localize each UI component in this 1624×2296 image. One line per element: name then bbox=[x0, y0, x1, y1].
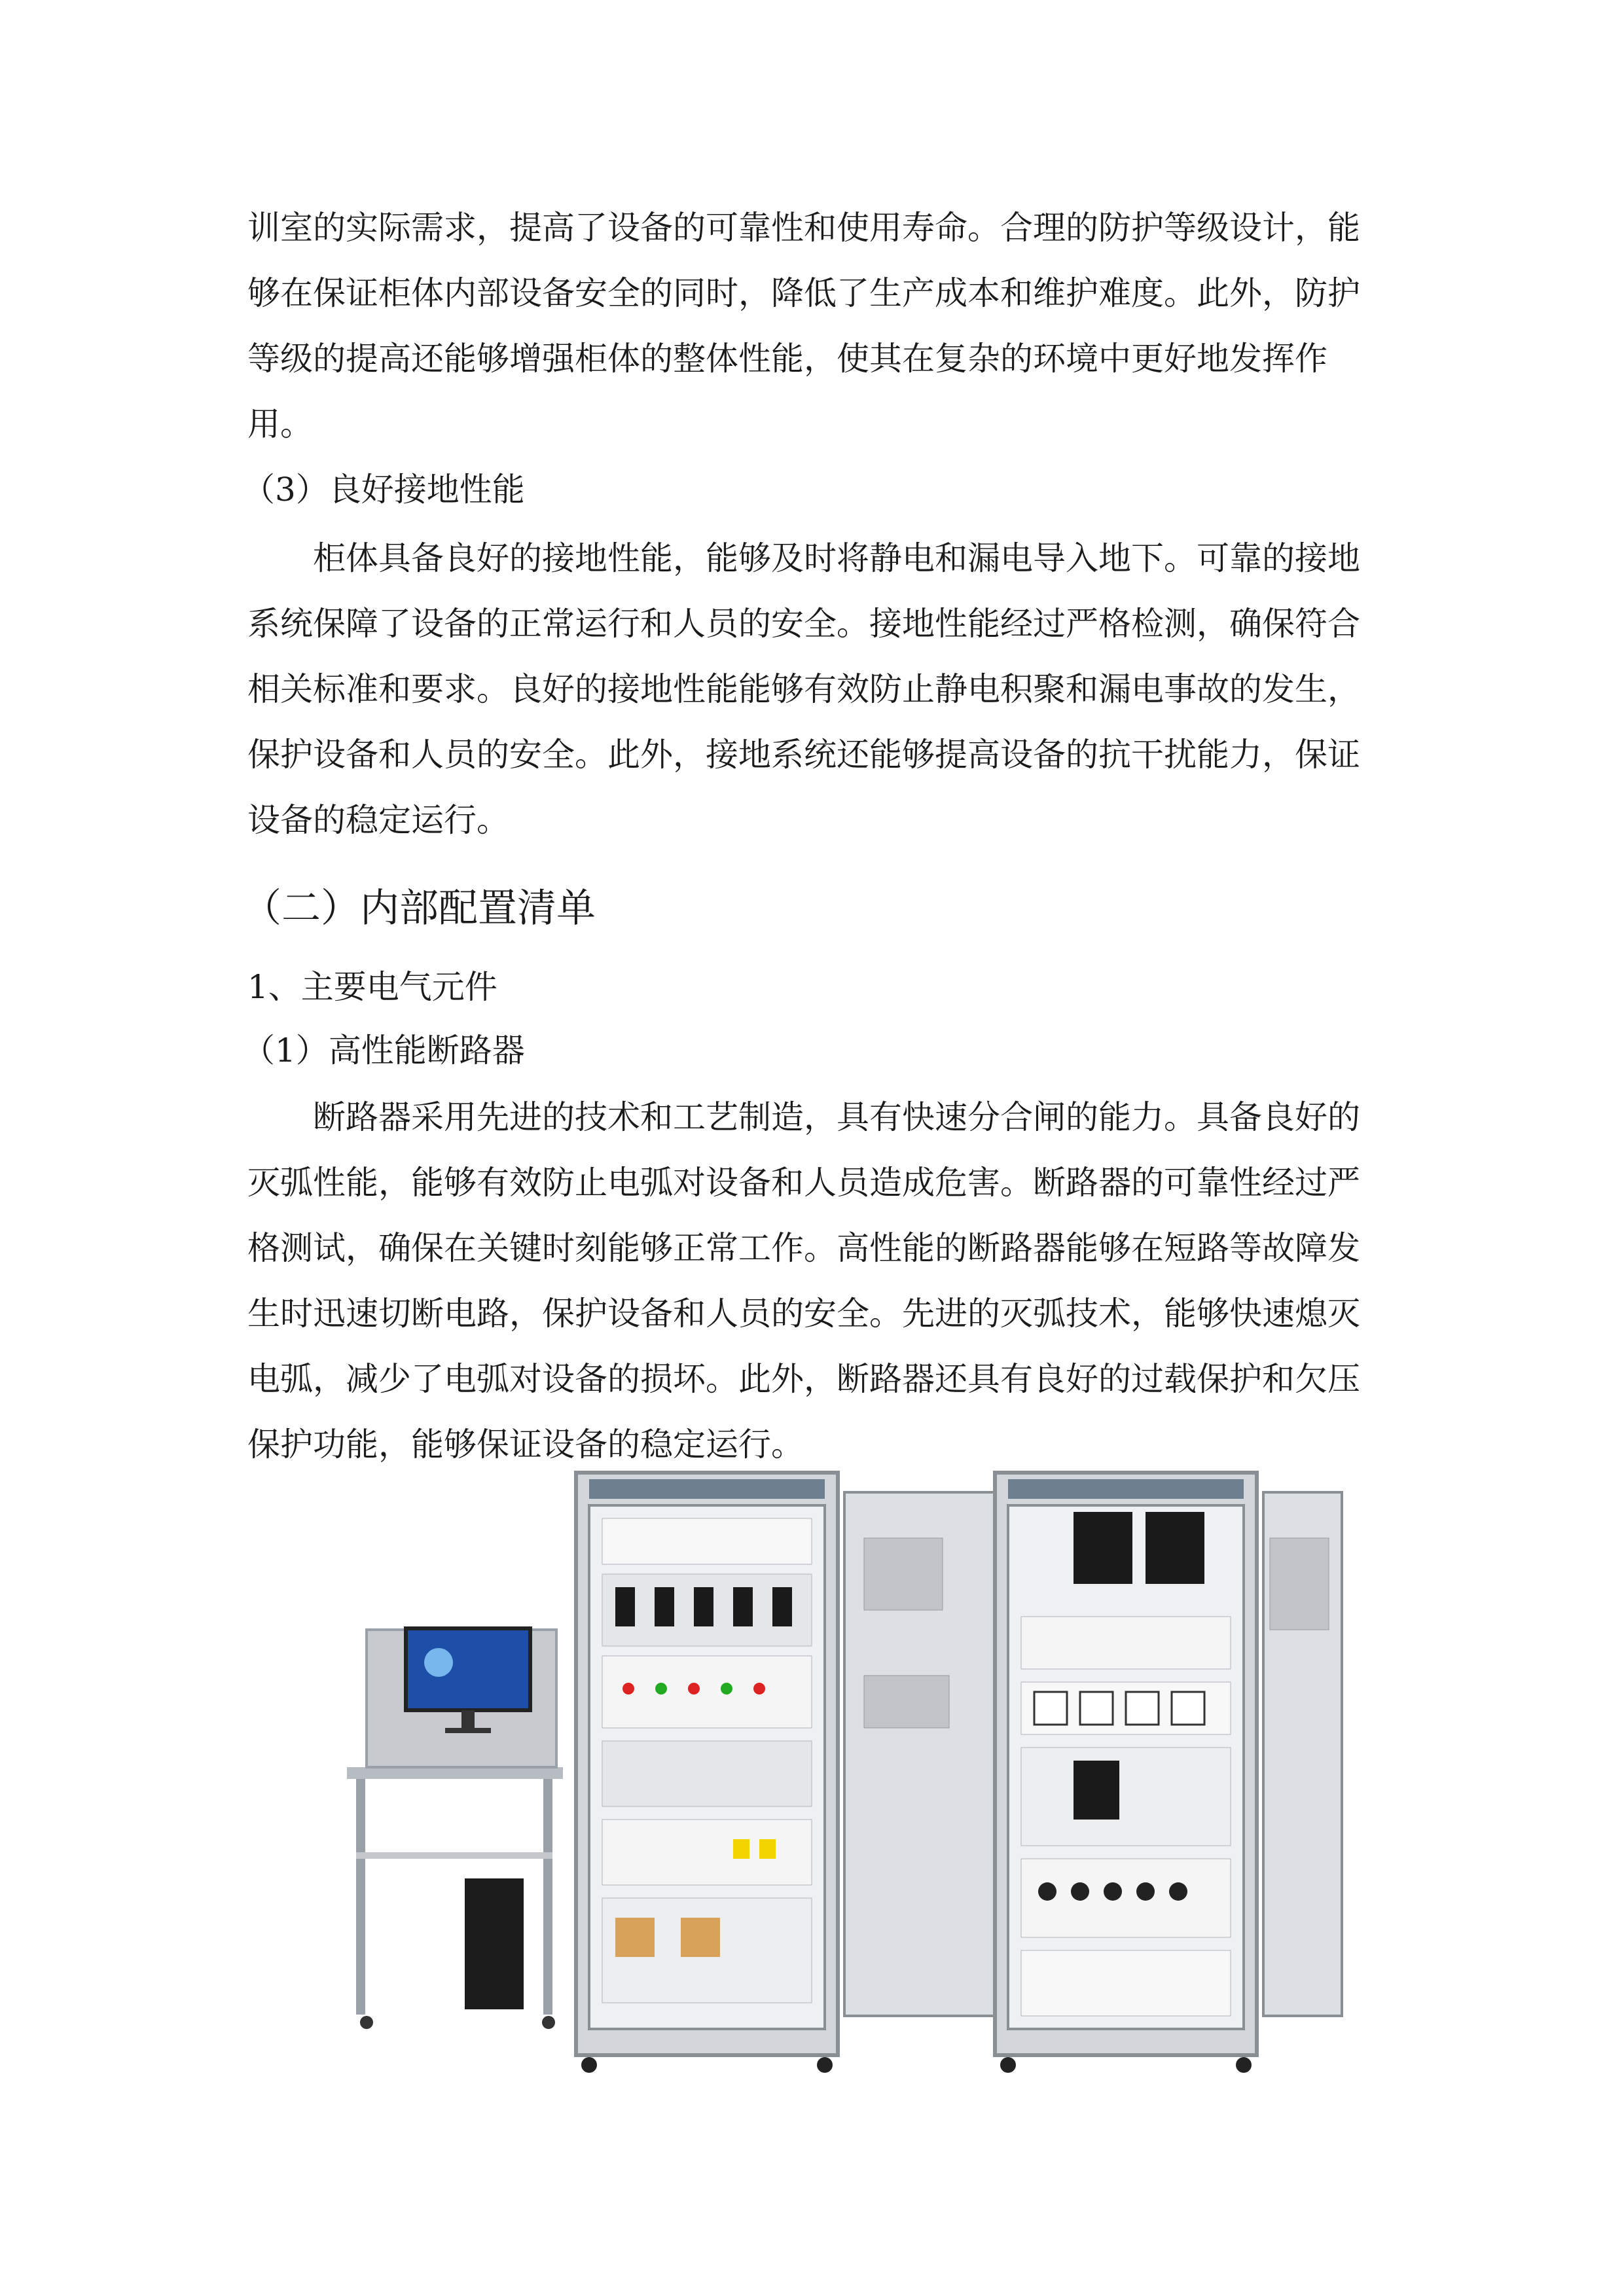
paragraph-line: 断路器采用先进的技术和工艺制造，具有快速分合闸的能力。具备良好的 bbox=[313, 1098, 1360, 1136]
paragraph-line: 保护设备和人员的安全。此外，接地系统还能够提高设备的抗干扰能力，保证 bbox=[247, 736, 1360, 774]
paragraph-line: 电弧，减少了电弧对设备的损坏。此外，断路器还具有良好的过载保护和欠压 bbox=[247, 1360, 1360, 1398]
section-title: （二）内部配置清单 bbox=[242, 886, 596, 931]
paragraph-line: 保护功能，能够保证设备的稳定运行。 bbox=[247, 1426, 804, 1463]
paragraph-line: 灭弧性能，能够有效防止电弧对设备和人员造成危害。断路器的可靠性经过严 bbox=[247, 1164, 1360, 1202]
computer-desk bbox=[347, 1628, 563, 2029]
paragraph-line: 设备的稳定运行。 bbox=[247, 801, 509, 839]
paragraph-line: 格测试，确保在关键时刻能够正常工作。高性能的断路器能够在短路等故障发 bbox=[247, 1229, 1360, 1267]
paragraph-line: 等级的提高还能够增强柜体的整体性能，使其在复杂的环境中更好地发挥作 bbox=[247, 340, 1327, 378]
paragraph-line: 够在保证柜体内部设备安全的同时，降低了生产成本和维护难度。此外，防护 bbox=[247, 274, 1360, 312]
left-cabinet bbox=[576, 1473, 995, 2073]
heading-grounding: （3）良好接地性能 bbox=[242, 471, 525, 509]
paragraph-line: 相关标准和要求。良好的接地性能能够有效防止静电积聚和漏电事故的发生， bbox=[247, 670, 1360, 708]
paragraph-line: 生时迅速切断电路，保护设备和人员的安全。先进的灭弧技术，能够快速熄灭 bbox=[247, 1295, 1360, 1333]
paragraph-line: 训室的实际需求，提高了设备的可靠性和使用寿命。合理的防护等级设计，能 bbox=[247, 209, 1360, 247]
right-cabinet bbox=[995, 1473, 1342, 2073]
heading-breaker: （1）高性能断路器 bbox=[242, 1031, 525, 1069]
subsection-title: 1、主要电气元件 bbox=[247, 968, 497, 1006]
paragraph-line: 用。 bbox=[247, 405, 313, 443]
paragraph-line: 柜体具备良好的接地性能，能够及时将静电和漏电导入地下。可靠的接地 bbox=[313, 539, 1360, 577]
equipment-photo bbox=[340, 1466, 1362, 2094]
paragraph-line: 系统保障了设备的正常运行和人员的安全。接地性能经过严格检测，确保符合 bbox=[247, 605, 1360, 643]
